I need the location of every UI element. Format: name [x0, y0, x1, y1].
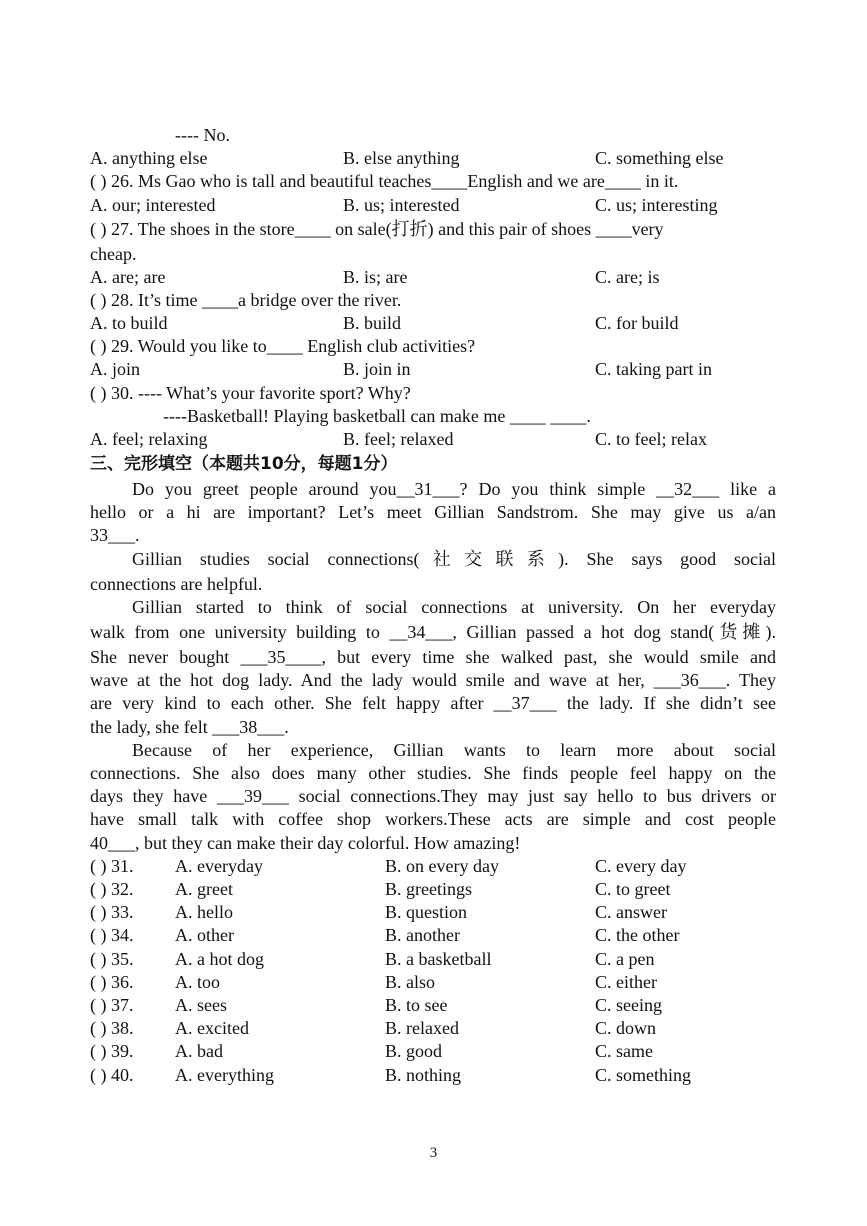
option-b: B. also — [385, 972, 436, 992]
question-number: ( ) 37. — [90, 995, 134, 1015]
q25-option-b: B. else anything — [343, 148, 460, 168]
q30-option-c: C. to feel; relax — [595, 429, 707, 449]
option-c: C. same — [595, 1041, 653, 1061]
option-c: C. every day — [595, 856, 687, 876]
q28-option-b: B. build — [343, 313, 402, 333]
option-a: A. hello — [175, 902, 233, 922]
passage-line: She never bought ___35____, but every time she walked past, she would smile and — [90, 647, 776, 667]
question-number: ( ) 38. — [90, 1018, 134, 1038]
passage-line: Do you greet people around you__31___? Do you think simple __32___ like a — [132, 479, 776, 499]
option-b: B. on every day — [385, 856, 499, 876]
passage-line: Gillian studies social connections(社交联系). She says good social — [132, 549, 776, 569]
q26-option-c: C. us; interesting — [595, 195, 718, 215]
passage-line: days they have ___39___ social connections.They may just say hello to bus drivers or — [90, 786, 776, 806]
question-number: ( ) 32. — [90, 879, 134, 899]
q26-stem: ( ) 26. Ms Gao who is tall and beautiful teaches____English and we are____ in it. — [90, 171, 679, 191]
option-c: C. a pen — [595, 949, 655, 969]
q27-option-c: C. are; is — [595, 267, 660, 287]
option-b: B. nothing — [385, 1065, 462, 1085]
question-number: ( ) 33. — [90, 902, 134, 922]
passage-line: wave at the hot dog lady. And the lady would smile and wave at her, ___36___. They — [90, 670, 776, 690]
passage-line: connections are helpful. — [90, 574, 263, 594]
option-a: A. a hot dog — [175, 949, 264, 969]
q27-stem-cont: cheap. — [90, 244, 137, 264]
passage-line: are very kind to each other. She felt happy after __37___ the lady. If she didn’t see — [90, 693, 776, 713]
option-a: A. bad — [175, 1041, 223, 1061]
q30-stem-cont: ----Basketball! Playing basketball can make me ____ ____. — [163, 406, 591, 426]
passage-line: the lady, she felt ___38___. — [90, 717, 289, 737]
q30-option-a: A. feel; relaxing — [90, 429, 208, 449]
option-c: C. answer — [595, 902, 667, 922]
passage-line: have small talk with coffee shop workers.These acts are simple and cost people — [90, 809, 776, 829]
option-c: C. to greet — [595, 879, 671, 899]
passage-line: 33___. — [90, 525, 140, 545]
option-c: C. something — [595, 1065, 692, 1085]
option-a: A. everything — [175, 1065, 274, 1085]
q25-option-a: A. anything else — [90, 148, 208, 168]
q28-option-a: A. to build — [90, 313, 168, 333]
section-heading: 三、完形填空（本题共10分，每题1分） — [90, 454, 398, 474]
question-number: ( ) 35. — [90, 949, 134, 969]
option-c: C. seeing — [595, 995, 662, 1015]
question-number: ( ) 31. — [90, 856, 134, 876]
q25-answer-line: ---- No. — [175, 125, 230, 145]
page-number: 3 — [429, 1145, 438, 1161]
question-number: ( ) 36. — [90, 972, 134, 992]
q29-option-c: C. taking part in — [595, 359, 712, 379]
option-a: A. other — [175, 925, 234, 945]
option-b: B. another — [385, 925, 460, 945]
option-b: B. greetings — [385, 879, 472, 899]
option-a: A. greet — [175, 879, 233, 899]
passage-line: 40___, but they can make their day colorful. How amazing! — [90, 833, 521, 853]
q29-option-a: A. join — [90, 359, 141, 379]
option-b: B. good — [385, 1041, 443, 1061]
option-a: A. too — [175, 972, 220, 992]
option-c: C. down — [595, 1018, 657, 1038]
q30-option-b: B. feel; relaxed — [343, 429, 454, 449]
passage-line: hello or a hi are important? Let’s meet Gillian Sandstrom. She may give us a/an — [90, 502, 776, 522]
q25-option-c: C. something else — [595, 148, 724, 168]
q30-stem: ( ) 30. ---- What’s your favorite sport? Why? — [90, 383, 411, 403]
option-b: B. a basketball — [385, 949, 492, 969]
option-c: C. the other — [595, 925, 680, 945]
option-b: B. relaxed — [385, 1018, 459, 1038]
option-b: B. question — [385, 902, 468, 922]
option-a: A. everyday — [175, 856, 263, 876]
passage-line: connections. She also does many other studies. She finds people feel happy on the — [90, 763, 776, 783]
question-number: ( ) 34. — [90, 925, 134, 945]
q27-option-b: B. is; are — [343, 267, 408, 287]
passage-line: walk from one university building to __34___, Gillian passed a hot dog stand(货摊). — [90, 622, 776, 642]
question-number: ( ) 40. — [90, 1065, 134, 1085]
q27-option-a: A. are; are — [90, 267, 166, 287]
passage-line: Gillian started to think of social connections at university. On her everyday — [132, 597, 776, 617]
q28-stem: ( ) 28. It’s time ____a bridge over the river. — [90, 290, 402, 310]
q26-option-b: B. us; interested — [343, 195, 460, 215]
option-c: C. either — [595, 972, 657, 992]
q26-option-a: A. our; interested — [90, 195, 216, 215]
option-b: B. to see — [385, 995, 448, 1015]
q29-option-b: B. join in — [343, 359, 411, 379]
q29-stem: ( ) 29. Would you like to____ English club activities? — [90, 336, 476, 356]
passage-line: Because of her experience, Gillian wants to learn more about social — [132, 740, 776, 760]
q27-stem: ( ) 27. The shoes in the store____ on sale(打折) and this pair of shoes ____very — [90, 219, 664, 239]
option-a: A. excited — [175, 1018, 249, 1038]
option-a: A. sees — [175, 995, 227, 1015]
question-number: ( ) 39. — [90, 1041, 134, 1061]
q28-option-c: C. for build — [595, 313, 679, 333]
